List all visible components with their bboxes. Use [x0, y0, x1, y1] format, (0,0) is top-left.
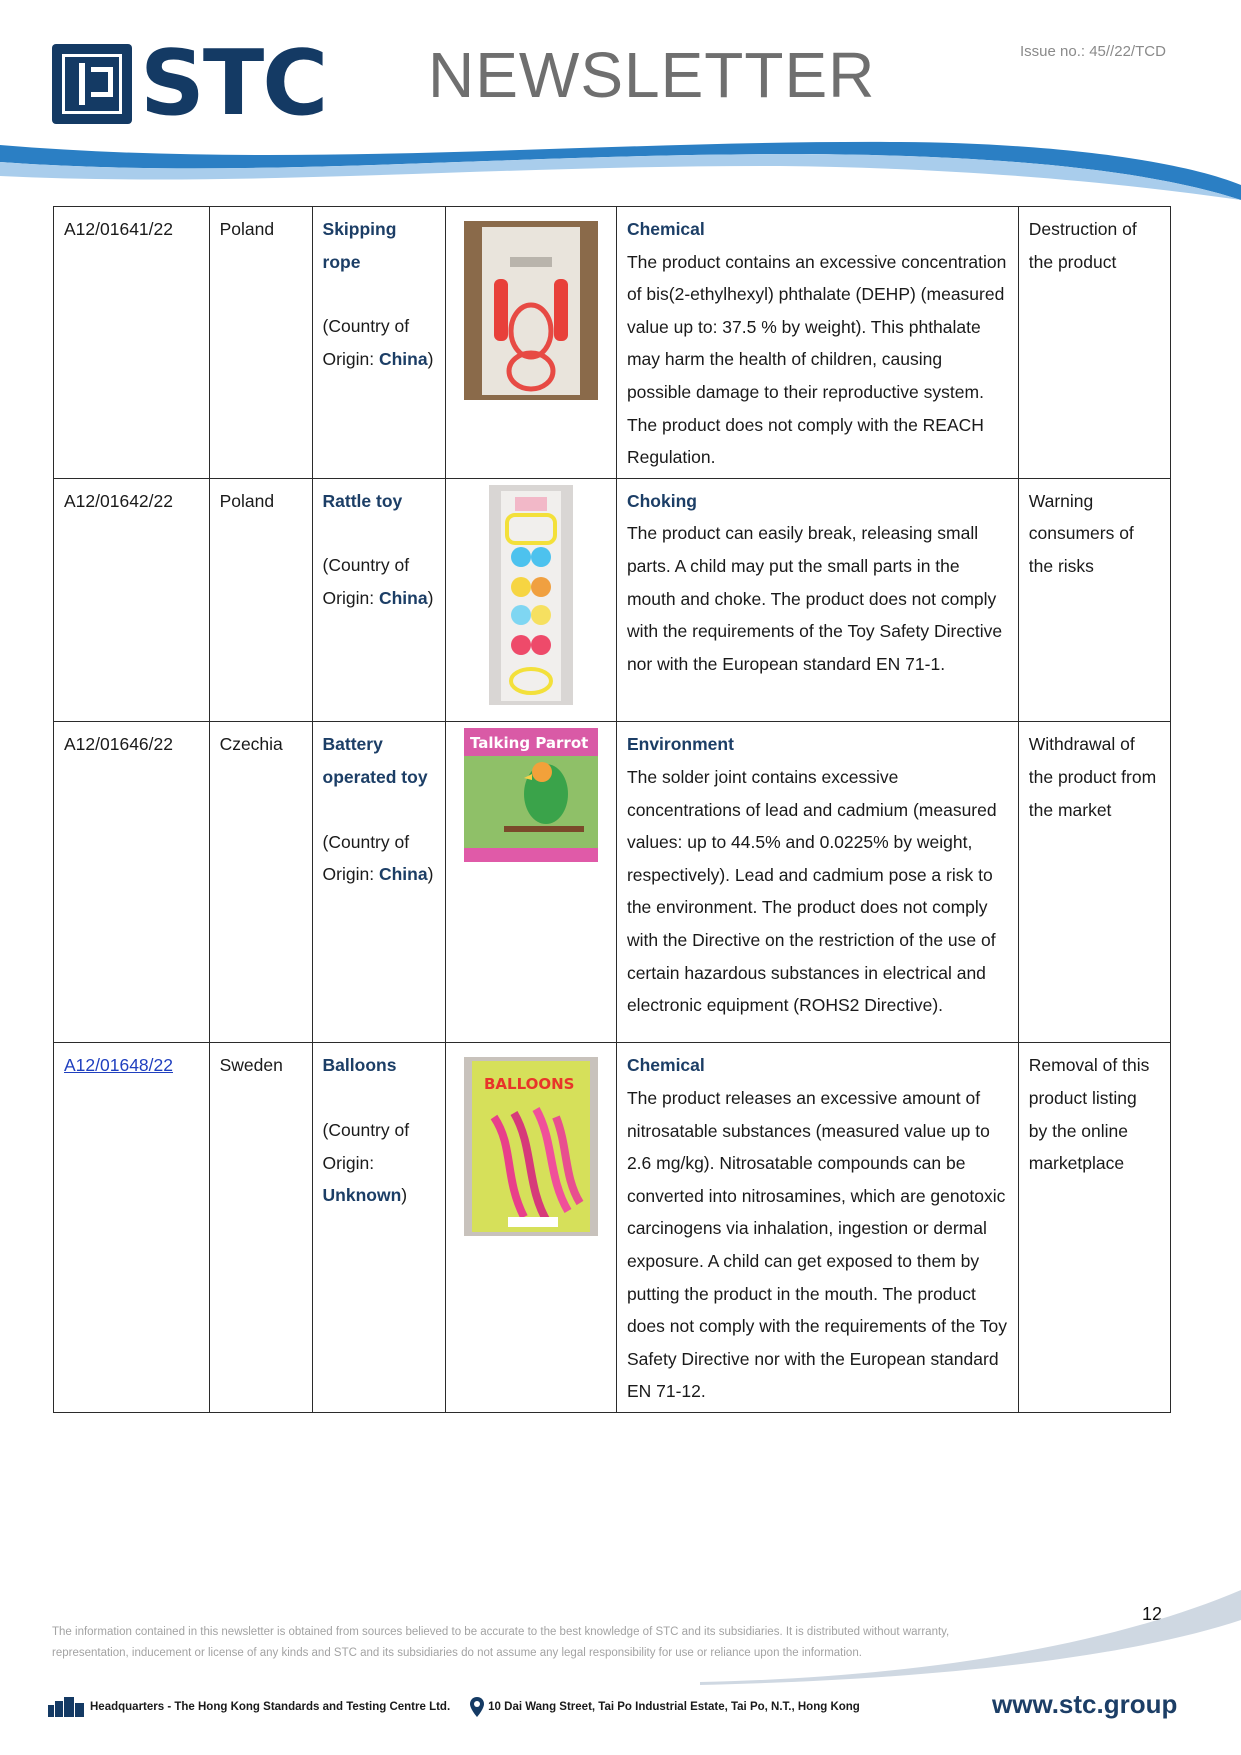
notifying-country: Sweden: [209, 1043, 312, 1413]
table-row: [54, 1043, 1171, 1413]
product-cell: Balloons (Country of Origin: Unknown): [312, 1043, 445, 1413]
header-swoosh-icon: [0, 140, 1241, 200]
balloons-box-text: BALLOONS: [483, 1075, 575, 1094]
product-cell: Battery operated toy (Country of Origin: China): [312, 722, 445, 1043]
measure-taken: Destruction of the product: [1018, 207, 1170, 479]
origin-country: China: [378, 348, 428, 369]
origin-label: (Country of Origin:: [322, 316, 410, 369]
hazard-cell: [616, 1043, 1018, 1413]
issue-number: Issue no.: 45//22/TCD: [1020, 43, 1166, 60]
notification-id: A12/01646/22: [54, 722, 210, 1043]
origin-label: (Country of Origin:: [322, 831, 410, 885]
disclaimer: The information contained in this newsletter is obtained from sources believed to be accurate to the best knowledge of STC and its subsidiaries. It is distributed without warranty, representation, inducement or license of any kinds and STC and its subsidiaries do not assume any legal responsibility for use or reliance upon the information.: [52, 1626, 950, 1659]
page-number: 12: [1142, 1604, 1163, 1624]
hazard-description: The solder joint contains excessive concentrations of lead and cadmium (measured values: up to 44.5% and 0.0225% by weight, respectively). Lead and cadmium pose a risk to the environment. The product does not comply with the Directive on the restriction of the use of certain hazardous substances in electrical and electronic equipment (ROHS2 Directive).: [626, 766, 997, 1016]
parrot-box-text: Talking Parrot: [469, 734, 589, 753]
hazard-cell: [616, 478, 1018, 722]
recall-table: [53, 206, 1171, 1413]
hazard-cell: [616, 722, 1018, 1043]
origin-country: China: [378, 864, 428, 885]
newsletter-title: NEWSLETTER: [428, 39, 876, 111]
origin-country: Unknown: [322, 1185, 402, 1206]
product-photo-cell: [445, 478, 616, 722]
hazard-description: The product contains an excessive concentration of bis(2-ethylhexyl) phthalate (DEHP) (measured value up to: 37.5 % by weight). This phthalate may harm the health of children, causing possible damage to their reproductive system. The product does not comply with the REACH Regulation.: [626, 251, 1007, 468]
notification-id: A12/01642/22: [54, 478, 210, 722]
hazard-type: Chemical: [626, 219, 705, 239]
stc-logo-text: STC: [140, 31, 327, 136]
skipping-rope-photo: [464, 221, 598, 400]
hazard-type: Chemical: [626, 1055, 705, 1076]
origin-label: (Country of Origin:: [322, 1119, 410, 1173]
product-cell: Rattle toy (Country of Origin: China): [312, 478, 445, 722]
table-row: [54, 478, 1171, 722]
hazard-description: The product releases an excessive amount of nitrosatable substances (measured value up to 2.6 mg/kg). Nitrosatable compounds can be converted into nitrosamines, which are genotoxic carcinogens via inhalation, ingestion or dermal exposure. A child can get exposed to them by putting the product in the mouth. The product does not comply with the requirements of the Toy Safety Directive nor with the European standard EN 71-12.: [626, 1087, 1007, 1402]
notification-id: A12/01641/22: [54, 207, 210, 479]
rattle-toy-photo: [489, 485, 573, 705]
product-name: Battery operated toy: [322, 734, 428, 787]
stc-logo: [52, 31, 327, 136]
building-icon: [48, 1697, 84, 1717]
product-photo-cell: [445, 1043, 616, 1413]
measure-taken: Removal of this product listing by the online marketplace: [1018, 1043, 1170, 1413]
location-pin-icon: [470, 1697, 484, 1717]
address-text: 10 Dai Wang Street, Tai Po Industrial Estate, Tai Po, N.T., Hong Kong: [488, 1701, 860, 1713]
notifying-country: Poland: [209, 207, 312, 479]
notifying-country: Czechia: [209, 722, 312, 1043]
product-cell: Skipping rope (Country of Origin: China): [312, 207, 445, 479]
origin-country: China: [378, 587, 428, 608]
product-name: Skipping rope: [322, 219, 397, 272]
hazard-type: Choking: [626, 490, 697, 511]
headquarters-text: Headquarters - The Hong Kong Standards and Testing Centre Ltd.: [90, 1701, 451, 1713]
stc-logo-mark-icon: [52, 44, 132, 124]
hazard-cell: [616, 207, 1018, 479]
table-row: [54, 207, 1171, 479]
talking-parrot-photo: [464, 728, 598, 862]
notification-link[interactable]: A12/01648/22: [64, 1055, 173, 1076]
product-name: Rattle toy: [322, 490, 403, 511]
product-name: Balloons: [322, 1055, 397, 1076]
product-photo-cell: [445, 722, 616, 1043]
origin-label: (Country of Origin:: [322, 555, 410, 608]
website-link[interactable]: www.stc.group: [992, 1689, 1178, 1719]
notifying-country: Poland: [209, 478, 312, 722]
measure-taken: Withdrawal of the product from the market: [1018, 722, 1170, 1043]
table-row: [54, 722, 1171, 1043]
notification-id-link[interactable]: [54, 1043, 210, 1413]
product-photo-cell: [445, 207, 616, 479]
hazard-description: The product can easily break, releasing small parts. A child may put the small parts in the mouth and choke. The product does not comply with the requirements of the Toy Safety Directive nor with the European standard EN 71-1.: [626, 523, 1003, 674]
hazard-type: Environment: [626, 734, 734, 755]
balloons-photo: [464, 1057, 598, 1236]
measure-taken: Warning consumers of the risks: [1018, 478, 1170, 722]
